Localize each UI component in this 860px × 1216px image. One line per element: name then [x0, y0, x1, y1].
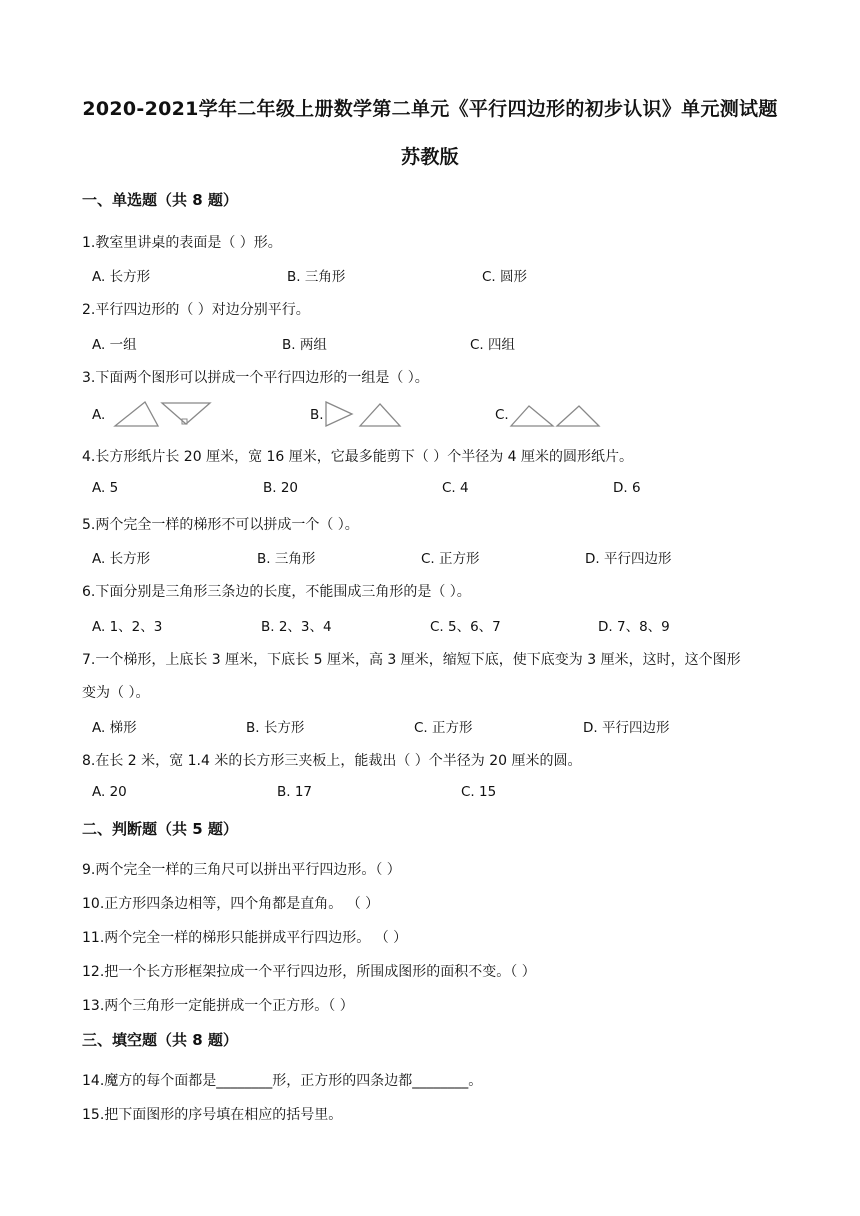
option-5d: D. 平行四边形	[585, 551, 672, 567]
document-title: 2020-2021学年二年级上册数学第二单元《平行四边形的初步认识》单元测试题	[82, 98, 778, 120]
triangle-shape	[557, 406, 599, 426]
option-7c: C. 正方形	[414, 720, 473, 736]
option-5b: B. 三角形	[257, 551, 316, 567]
option-6a: A. 1、2、3	[92, 619, 163, 635]
triangle-inverted-shape	[162, 403, 210, 424]
question-13: 13.两个三角形一定能拼成一个正方形。（ ）	[82, 998, 354, 1014]
question-14: 14.魔方的每个面都是________形，正方形的四条边都________。	[82, 1073, 483, 1089]
option-2b: B. 两组	[282, 337, 327, 353]
option-4a: A. 5	[92, 480, 119, 496]
option-8b: B. 17	[277, 784, 313, 800]
question-11: 11.两个完全一样的梯形只能拼成平行四边形。 （ ）	[82, 930, 408, 946]
question-7: 7.一个梯形，上底长 3 厘米，下底长 5 厘米，高 3 厘米，缩短下底，使下底变为 3 厘米，这时，这个图形	[82, 652, 741, 668]
option-3b: B.	[310, 407, 324, 423]
question-6: 6.下面分别是三角形三条边的长度，不能围成三角形的是（ ）。	[82, 584, 471, 600]
option-3a-triangles-figure	[110, 398, 220, 430]
option-7d: D. 平行四边形	[583, 720, 670, 736]
option-2c: C. 四组	[470, 337, 516, 353]
option-4c: C. 4	[442, 480, 469, 496]
option-8a: A. 20	[92, 784, 127, 800]
option-6b: B. 2、3、4	[261, 619, 332, 635]
question-3: 3.下面两个图形可以拼成一个平行四边形的一组是（ ）。	[82, 370, 429, 386]
option-3a: A.	[92, 407, 106, 423]
option-1b: B. 三角形	[287, 269, 346, 285]
triangle-shape	[115, 402, 158, 426]
option-7a: A. 梯形	[92, 720, 137, 736]
question-2: 2.平行四边形的（ ）对边分别平行。	[82, 302, 310, 318]
question-8: 8.在长 2 米，宽 1.4 米的长方形三夹板上，能裁出（ ）个半径为 20 厘米的圆。	[82, 753, 582, 769]
option-5c: C. 正方形	[421, 551, 480, 567]
question-10: 10.正方形四条边相等，四个角都是直角。 （ ）	[82, 896, 380, 912]
document-subtitle: 苏教版	[401, 146, 459, 168]
section-heading-single-choice: 一、单选题（共 8 题）	[82, 191, 238, 209]
question-5: 5.两个完全一样的梯形不可以拼成一个（ ）。	[82, 517, 359, 533]
question-1: 1.教室里讲桌的表面是（ ）形。	[82, 235, 282, 251]
section-heading-true-false: 二、判断题（共 5 题）	[82, 820, 238, 838]
question-9: 9.两个完全一样的三角尺可以拼出平行四边形。（ ）	[82, 862, 401, 878]
option-4b: B. 20	[263, 480, 299, 496]
question-15: 15.把下面图形的序号填在相应的括号里。	[82, 1107, 343, 1123]
option-6c: C. 5、6、7	[430, 619, 501, 635]
question-4: 4.长方形纸片长 20 厘米，宽 16 厘米，它最多能剪下（ ）个半径为 4 厘米的圆形纸片。	[82, 449, 634, 465]
option-7b: B. 长方形	[246, 720, 305, 736]
option-8c: C. 15	[461, 784, 497, 800]
option-1c: C. 圆形	[482, 269, 528, 285]
option-6d: D. 7、8、9	[598, 619, 670, 635]
option-2a: A. 一组	[92, 337, 137, 353]
section-heading-fill-in: 三、填空题（共 8 题）	[82, 1031, 238, 1049]
option-5a: A. 长方形	[92, 551, 151, 567]
triangle-shape	[511, 406, 553, 426]
triangle-shape	[360, 404, 400, 426]
option-3b-triangles-figure	[322, 398, 412, 430]
question-7-continued: 变为（ ）。	[82, 685, 150, 701]
triangle-shape	[326, 402, 352, 426]
question-12: 12.把一个长方形框架拉成一个平行四边形，所围成图形的面积不变。（ ）	[82, 964, 536, 980]
option-3c: C.	[495, 407, 509, 423]
option-4d: D. 6	[613, 480, 641, 496]
option-1a: A. 长方形	[92, 269, 151, 285]
option-3c-triangles-figure	[507, 398, 607, 430]
